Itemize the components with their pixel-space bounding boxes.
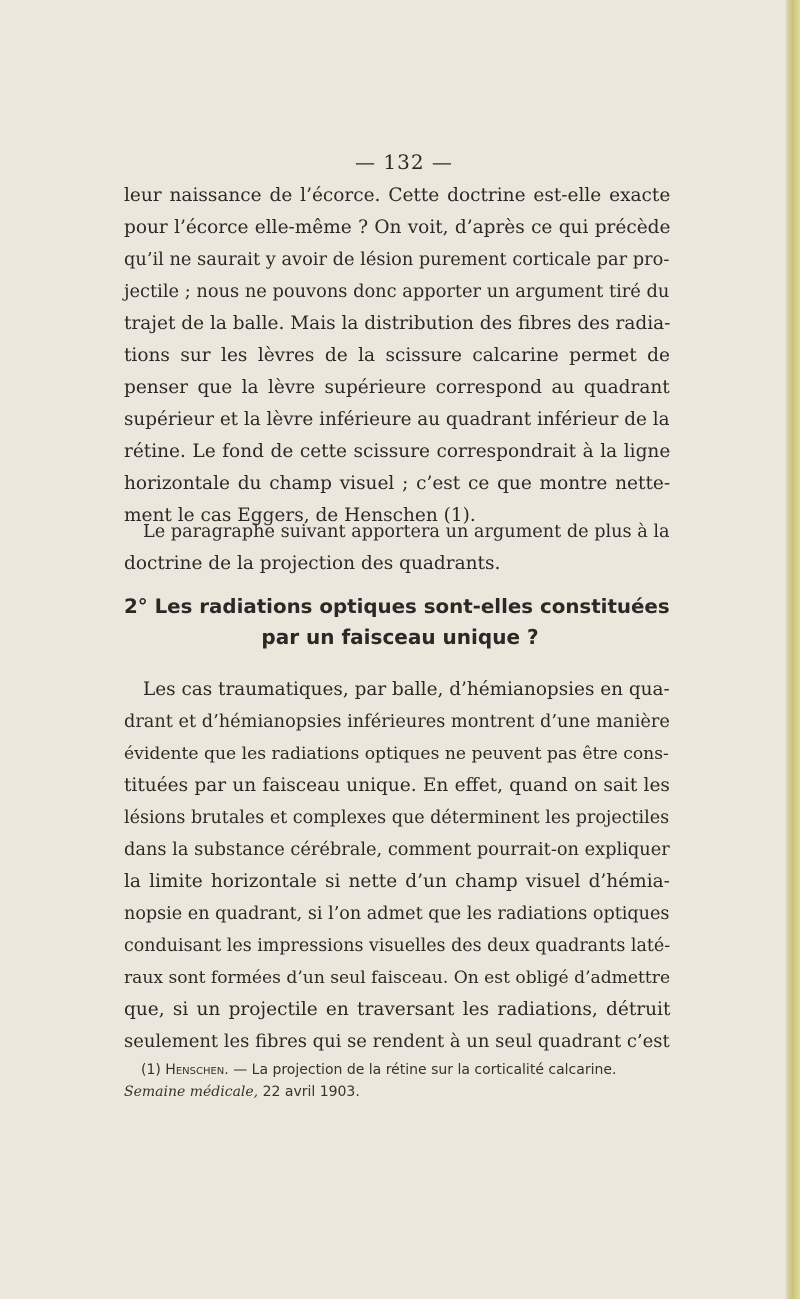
text-line: jectile ; nous ne pouvons donc apporter un argument tiré du <box>124 281 670 302</box>
text-line: horizontale du champ visuel ; c’est ce que montre nette- <box>124 473 671 494</box>
text-line: penser que la lèvre supérieure correspond au quadrant <box>124 377 670 398</box>
text-line: la limite horizontale si nette d’un champ visuel d’hémia- <box>124 871 670 892</box>
text-line: nopsie en quadrant, si l’on admet que les radiations optiques <box>124 904 670 924</box>
text-line: supérieur et la lèvre inférieure au quadrant inférieur de la <box>124 409 670 430</box>
footnote-marker: (1) <box>141 1062 161 1078</box>
footnote-date: 22 avril 1903. <box>262 1084 360 1100</box>
text-line: trajet de la balle. Mais la distribution des fibres des radia- <box>124 313 671 334</box>
heading-line-2: par un faisceau unique ? <box>261 625 539 649</box>
footnote-line-2 <box>124 1081 360 1103</box>
footnote-author: Henschen. <box>165 1062 229 1078</box>
text-line: conduisant les impressions visuelles des deux quadrants laté- <box>124 936 671 956</box>
text-line: seulement les fibres qui se rendent à un seul quadrant c’est <box>124 1031 670 1052</box>
footnote-journal: Semaine médicale, <box>124 1084 259 1100</box>
text-line: Les cas traumatiques, par balle, d’hémianopsies en qua- <box>143 679 670 700</box>
text-line: tituées par un faisceau unique. En effet, quand on sait les <box>124 775 670 796</box>
text-line: que, si un projectile en traversant les radiations, détruit <box>124 999 671 1020</box>
text-line: rétine. Le fond de cette scissure correspondrait à la ligne <box>124 441 671 462</box>
text-line: dans la substance cérébrale, comment pourrait-on expliquer <box>124 839 670 860</box>
text-line: tions sur les lèvres de la scissure calcarine permet de <box>124 345 670 366</box>
footnote-text: — La projection de la rétine sur la corticalité calcarine. <box>233 1062 617 1078</box>
text-line: lésions brutales et complexes que déterminent les projectiles <box>124 808 670 828</box>
text-line: pour l’écorce elle-même ? On voit, d’après ce qui précède <box>124 217 671 238</box>
text-line: leur naissance de l’écorce. Cette doctrine est-elle exacte <box>124 185 671 206</box>
heading-line-1: 2° Les radiations optiques sont-elles constituées <box>124 595 670 618</box>
text-line: Le paragraphe suivant apportera un argument de plus à la <box>143 522 670 542</box>
text-line: drant et d’hémianopsies inférieures montrent d’une manière <box>124 712 670 732</box>
footnote-line-1 <box>141 1059 670 1081</box>
text-line: ment le cas Eggers, de Henschen (1). <box>124 505 476 526</box>
text-line: évidente que les radiations optiques ne peuvent pas être cons- <box>124 744 669 764</box>
text-line: qu’il ne saurait y avoir de lésion purement corticale par pro- <box>124 249 670 270</box>
text-line: raux sont formées d’un seul faisceau. On est obligé d’admettre <box>124 968 671 988</box>
text-line: doctrine de la projection des quadrants. <box>124 553 501 574</box>
page-number: — 132 — <box>355 150 453 174</box>
